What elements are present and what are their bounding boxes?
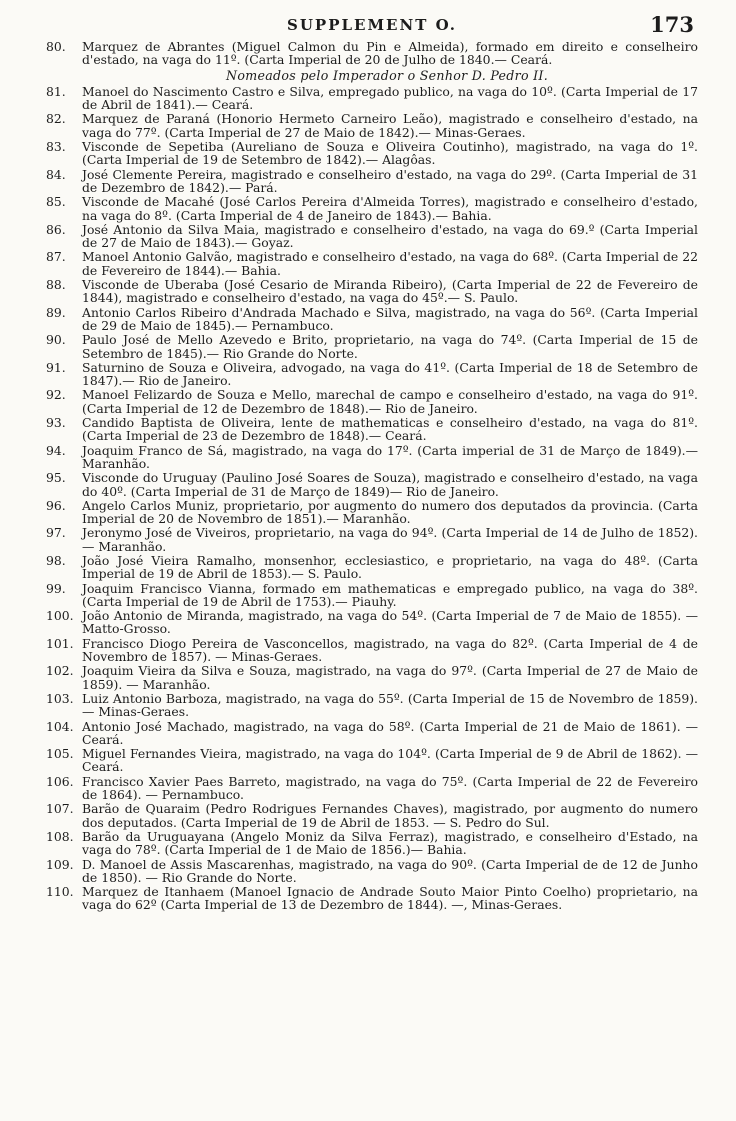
entry-number: 110. bbox=[46, 884, 74, 900]
entry-number: 95. bbox=[46, 470, 66, 486]
entry-number: 109. bbox=[46, 856, 74, 872]
list-item bbox=[46, 388, 698, 415]
entry-text: Antonio José Machado, magistrado, na vaga do 58º. (Carta Imperial de 21 de Maio de 1861). — Ceará. bbox=[82, 718, 698, 747]
entry-number: 97. bbox=[46, 525, 66, 541]
list-item bbox=[46, 637, 698, 664]
entry-number: 80. bbox=[46, 39, 66, 54]
entry-number: 96. bbox=[46, 497, 66, 513]
list-item bbox=[46, 802, 698, 829]
list-item bbox=[46, 416, 698, 443]
entry-number: 106. bbox=[46, 773, 74, 789]
list-item bbox=[46, 444, 698, 471]
page-header bbox=[46, 0, 698, 40]
entry-text: Jeronymo José de Viveiros, proprietario, na vaga do 94º. (Carta Imperial de 14 de Julho de 1852).— Maranhão. bbox=[82, 525, 698, 554]
entry-text: Marquez de Abrantes (Miguel Calmon du Pin e Almeida), formado em direito e conselheiro d'estado, na vaga do 11º. (Carta Imperial de 20 de Julho de 1840.— Ceará. bbox=[82, 39, 698, 68]
list-item bbox=[46, 664, 698, 691]
list-item bbox=[46, 720, 698, 747]
list-item bbox=[46, 582, 698, 609]
entry-number: 84. bbox=[46, 166, 66, 182]
entry-number: 99. bbox=[46, 580, 66, 596]
entry-text: Miguel Fernandes Vieira, magistrado, na vaga do 104º. (Carta Imperial de 9 de Abril de 1862). — Ceará. bbox=[82, 746, 698, 775]
entry-text: Barão de Quaraim (Pedro Rodrigues Fernandes Chaves), magistrado, por augmento do numero dos deputados. (Carta Imperial de 19 de Abril de 1853. — S. Pedro do Sul. bbox=[82, 801, 698, 830]
entry-number: 101. bbox=[46, 635, 74, 651]
entry-number: 100. bbox=[46, 608, 74, 624]
entry-text: Manoel do Nascimento Castro e Silva, empregado publico, na vaga do 10º. (Carta Imperial de 17 de Abril de 1841).— Ceará. bbox=[82, 83, 698, 113]
list-item bbox=[46, 306, 698, 333]
list-item bbox=[46, 195, 698, 222]
entry-number: 90. bbox=[46, 332, 66, 348]
entry-number: 85. bbox=[46, 194, 66, 210]
entry-text: João José Vieira Ramalho, monsenhor, ecclesiastico, e proprietario, na vaga do 48º. (Carta Imperial de 19 de Abril de 1853).— S. Paulo. bbox=[82, 552, 698, 582]
entry-text: Marquez de Paraná (Honorio Hermeto Carneiro Leão), magistrado e conselheiro d'estado, na vaga do 77º. (Carta Imperial de 27 de Maio de 1842).— Minas-Geraes. bbox=[82, 111, 698, 140]
entry-number: 86. bbox=[46, 221, 66, 237]
entry-text: Joaquim Vieira da Silva e Souza, magistrado, na vaga do 97º. (Carta Imperial de 27 de Maio de 1859). — Maranhão. bbox=[82, 663, 698, 692]
list-item bbox=[46, 692, 698, 719]
entry-text: Francisco Diogo Pereira de Vasconcellos, magistrado, na vaga do 82º. (Carta Imperial de 4 de Novembro de 1857). — Minas-Geraes. bbox=[82, 635, 698, 665]
list-item bbox=[46, 361, 698, 388]
entry-number: 81. bbox=[46, 83, 66, 99]
entry-number: 108. bbox=[46, 828, 74, 844]
entry-text: Visconde do Uruguay (Paulino José Soares de Souza), magistrado e conselheiro d'estado, na vaga do 40º. (Carta Imperial de 31 de Março de 1849)— Rio de Janeiro. bbox=[82, 470, 698, 499]
list-item bbox=[46, 333, 698, 360]
list-item bbox=[46, 278, 698, 305]
entry-text: Francisco Xavier Paes Barreto, magistrado, na vaga do 75º. (Carta Imperial de 22 de Fevereiro de 1864). — Pernambuco. bbox=[82, 773, 698, 803]
entry-text: Antonio Carlos Ribeiro d'Andrada Machado e Silva, magistrado, na vaga do 56º. (Carta Imperial de 29 de Maio de 1845).— Pernambuco. bbox=[82, 304, 698, 333]
entry-number: 88. bbox=[46, 277, 66, 293]
entry-number: 104. bbox=[46, 718, 74, 734]
entry-text: Angelo Carlos Muniz, proprietario, por augmento do numero dos deputados da provincia. (Carta Imperial de 20 de Novembro de 1851).— Maranhão. bbox=[82, 497, 698, 527]
entry-text: Manoel Antonio Galvão, magistrado e conselheiro d'estado, na vaga do 68º. (Carta Imperial de 22 de Fevereiro de 1844).— Bahia. bbox=[82, 249, 698, 278]
entry-text: Marquez de Itanhaem (Manoel Ignacio de Andrade Souto Maior Pinto Coelho) proprietario, na vaga do 62º (Carta Imperial de 13 de Dezembro de 1844). —, Minas-Geraes. bbox=[82, 884, 698, 913]
entry-text: Barão da Uruguayana (Angelo Moniz da Silva Ferraz), magistrado, e conselheiro d'Estado, na vaga do 78º. (Carta Imperial de 1 de Maio de 1856.)— Bahia. bbox=[82, 828, 698, 858]
list-item bbox=[46, 858, 698, 885]
list-item bbox=[46, 85, 698, 112]
entry-number: 103. bbox=[46, 690, 74, 706]
appointee-list-preceding bbox=[46, 40, 698, 67]
entry-number: 93. bbox=[46, 415, 66, 431]
entry-text: Paulo José de Mello Azevedo e Brito, proprietario, na vaga do 74º. (Carta Imperial de 15 de Setembro de 1845).— Rio Grande do Norte. bbox=[82, 332, 698, 361]
list-item bbox=[46, 554, 698, 581]
entry-text: José Clemente Pereira, magistrado e conselheiro d'estado, na vaga do 29º. (Carta Imperial de 31 de Dezembro de 1842).— Pará. bbox=[82, 166, 698, 195]
list-item bbox=[46, 885, 698, 912]
entry-text: Joaquim Francisco Vianna, formado em mathematicas e empregado publico, na vaga do 38º. (Carta Imperial de 19 de Abril de 1753).— Piauhy. bbox=[82, 580, 698, 609]
list-item bbox=[46, 140, 698, 167]
list-item bbox=[46, 747, 698, 774]
list-item bbox=[46, 830, 698, 857]
entry-number: 107. bbox=[46, 801, 74, 817]
list-item bbox=[46, 609, 698, 636]
entry-text: João Antonio de Miranda, magistrado, na vaga do 54º. (Carta Imperial de 7 de Maio de 1855). — Matto-Grosso. bbox=[82, 608, 698, 637]
entry-number: 87. bbox=[46, 249, 66, 265]
entry-number: 102. bbox=[46, 663, 74, 679]
entry-number: 94. bbox=[46, 442, 66, 458]
entry-number: 98. bbox=[46, 552, 66, 568]
list-item bbox=[46, 250, 698, 277]
entry-number: 105. bbox=[46, 746, 74, 762]
entry-number: 92. bbox=[46, 387, 66, 403]
entry-list bbox=[46, 40, 698, 912]
entry-text: Candido Baptista de Oliveira, lente de mathematicas e conselheiro d'estado, na vaga do 81º. (Carta Imperial de 23 de Dezembro de 1848).— Ceará. bbox=[82, 415, 698, 444]
entry-text: Visconde de Sepetiba (Aureliano de Souza e Oliveira Coutinho), magistrado, na vaga do 1º. (Carta Imperial de 19 de Setembro de 1842).— Alagôas. bbox=[82, 139, 698, 168]
list-item bbox=[46, 112, 698, 139]
list-item bbox=[46, 526, 698, 553]
entry-number: 82. bbox=[46, 111, 66, 127]
list-item bbox=[46, 168, 698, 195]
section-heading: Nomeados pelo Imperador o Senhor D. Pedro II. bbox=[226, 67, 548, 83]
entry-text: Joaquim Franco de Sá, magistrado, na vaga do 17º. (Carta imperial de 31 de Março de 1849).— Maranhão. bbox=[82, 442, 698, 471]
entry-text: Visconde de Macahé (José Carlos Pereira d'Almeida Torres), magistrado e conselheiro d'estado, na vaga do 8º. (Carta Imperial de 4 de Janeiro de 1843).— Bahia. bbox=[82, 194, 698, 223]
list-item bbox=[46, 223, 698, 250]
entry-text: D. Manoel de Assis Mascarenhas, magistrado, na vaga do 90º. (Carta Imperial de de 12 de Junho de 1850). — Rio Grande do Norte. bbox=[82, 856, 698, 885]
entry-number: 89. bbox=[46, 304, 66, 320]
entry-text: Luiz Antonio Barboza, magistrado, na vaga do 55º. (Carta Imperial de 15 de Novembro de 1859).— Minas-Geraes. bbox=[82, 690, 698, 720]
list-item bbox=[46, 471, 698, 498]
running-title: SUPPLEMENT O. bbox=[287, 16, 457, 34]
entry-text: José Antonio da Silva Maia, magistrado e conselheiro d'estado, na vaga do 69.º (Carta Imperial de 27 de Maio de 1843).— Goyaz. bbox=[82, 221, 698, 251]
list-item bbox=[46, 499, 698, 526]
entry-text: Visconde de Uberaba (José Cesario de Miranda Ribeiro), (Carta Imperial de 22 de Fevereiro de 1844), magistrado e conselheiro d'estado, na vaga do 45º.— S. Paulo. bbox=[82, 277, 698, 306]
list-item bbox=[46, 775, 698, 802]
entry-number: 83. bbox=[46, 139, 66, 155]
page-number: 173 bbox=[650, 12, 694, 37]
appointee-list bbox=[46, 85, 698, 912]
entry-text: Saturnino de Souza e Oliveira, advogado, na vaga do 41º. (Carta Imperial de 18 de Setembro de 1847).— Rio de Janeiro. bbox=[82, 359, 698, 389]
list-item bbox=[46, 40, 698, 67]
entry-text: Manoel Felizardo de Souza e Mello, marechal de campo e conselheiro d'estado, na vaga do 91º. (Carta Imperial de 12 de Dezembro de 1848).— Rio de Janeiro. bbox=[82, 387, 698, 416]
entry-number: 91. bbox=[46, 359, 66, 375]
